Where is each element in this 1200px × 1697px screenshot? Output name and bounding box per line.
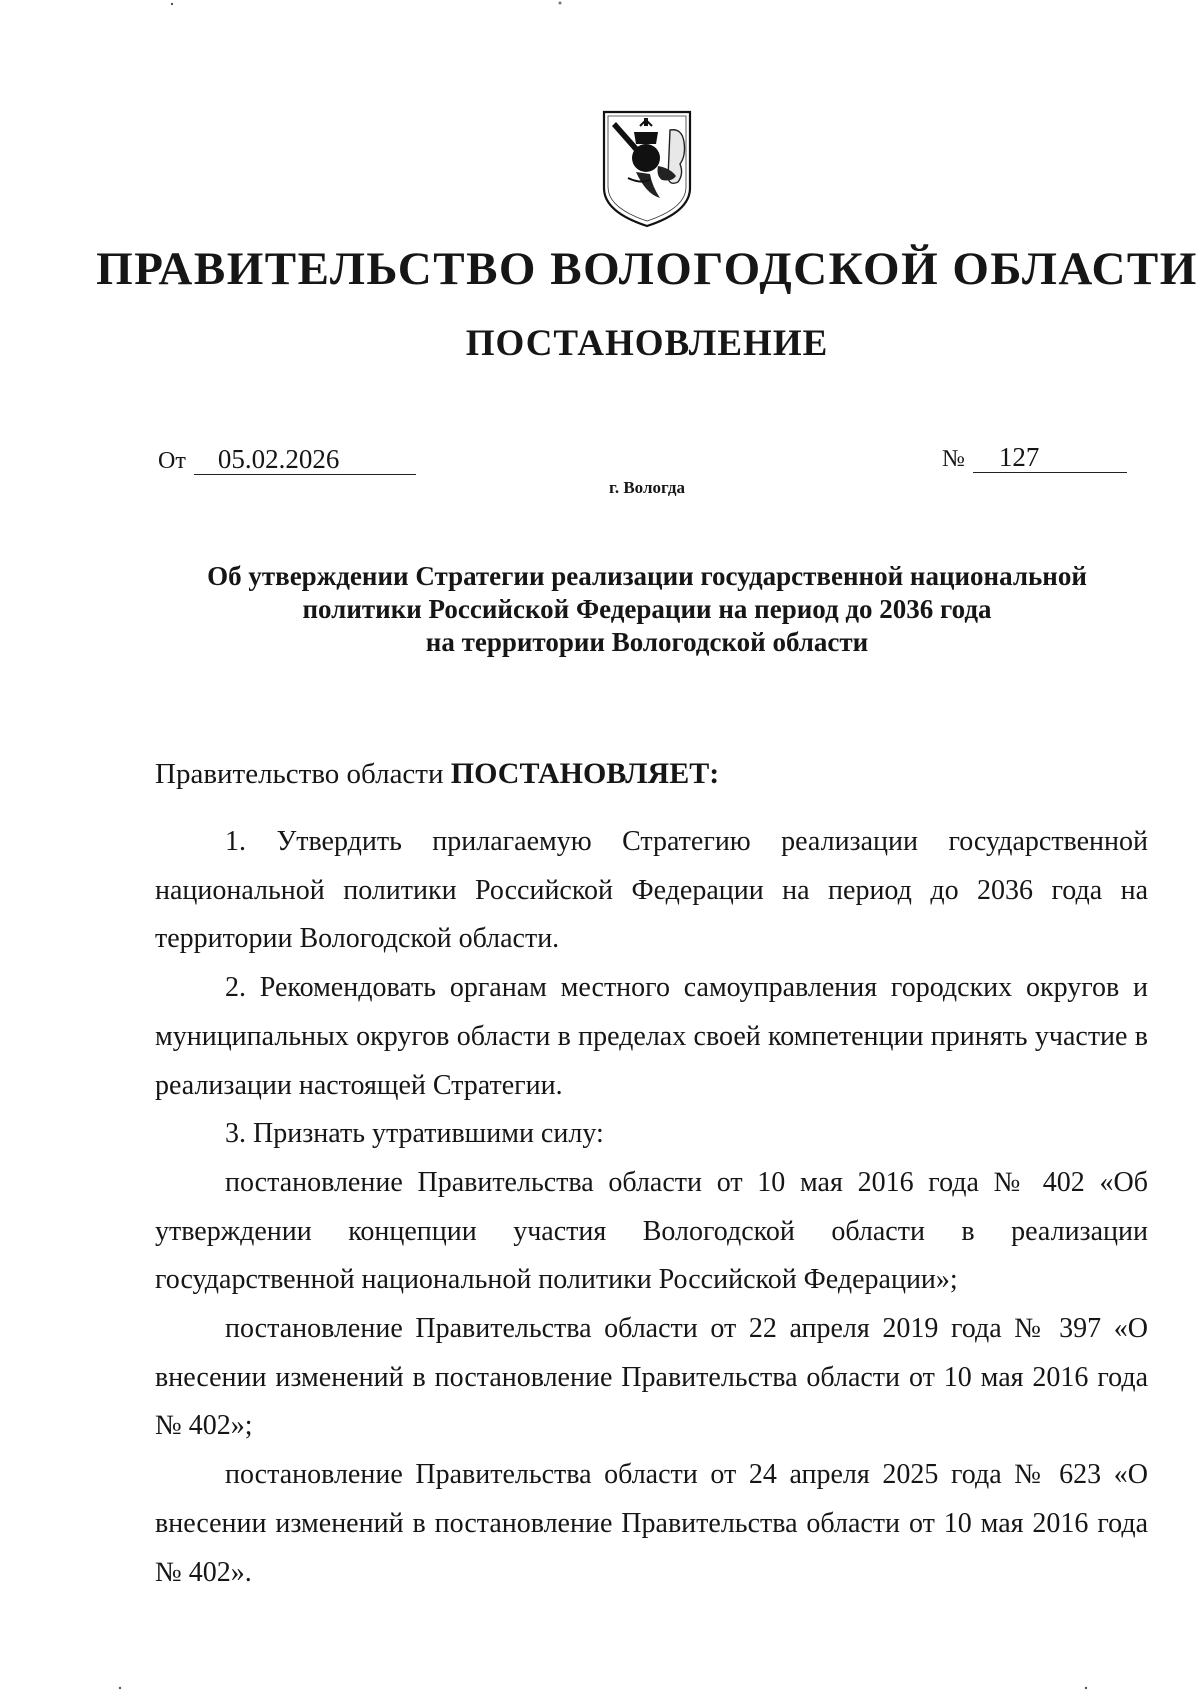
- body-paragraph: 2. Рекомендовать органам местного самоуправления городских округов и муниципальных округов области в пределах своей компетенции принять участие в реализации настоящей Стратегии.: [155, 972, 1148, 1101]
- body-paragraph: постановление Правительства области от 22 апреля 2019 года № 397 «О внесении изменений в постановление Правительства области от 10 мая 2016 года № 402»;: [155, 1313, 1148, 1442]
- preamble-emphasis: ПОСТАНОВЛЯЕТ:: [450, 757, 720, 790]
- body-paragraph: постановление Правительства области от 24 апреля 2025 года № 623 «О внесении изменений в постановление Правительства области от 10 мая 2016 года № 402».: [155, 1459, 1148, 1588]
- subject-line: Об утверждении Стратегии реализации государственной национальной: [207, 561, 1087, 591]
- document-number-row: [942, 442, 1127, 473]
- body-paragraph: 3. Признать утратившими силу:: [225, 1118, 604, 1150]
- document-type-title: ПОСТАНОВЛЕНИЕ: [465, 323, 829, 364]
- subject-line: на территории Вологодской области: [425, 627, 869, 657]
- document-number: 127: [973, 442, 1127, 473]
- document-subject: [150, 560, 1144, 659]
- document-date-row: [158, 444, 416, 475]
- date-prefix: От: [158, 448, 186, 474]
- subject-line: политики Российской Федерации на период до 2036 года: [302, 594, 992, 624]
- vologda-coat-of-arms-icon: [600, 108, 694, 230]
- number-sign: №: [942, 446, 965, 472]
- document-body: [155, 818, 1148, 1597]
- body-paragraph: 1. Утвердить прилагаемую Стратегию реализации государственной национальной политики Российской Федерации на период до 2036 года на территории Вологодской области.: [155, 826, 1148, 955]
- document-city: г. Вологда: [609, 478, 685, 497]
- document-date: 05.02.2026: [194, 444, 416, 475]
- body-paragraph: постановление Правительства области от 10 мая 2016 года № 402 «Об утверждении концепции участия Вологодской области в реализации государственной национальной политики Российской Федерации»;: [155, 1166, 1148, 1296]
- preamble-text: Правительство области: [155, 758, 444, 790]
- organization-title: ПРАВИТЕЛЬСТВО ВОЛОГОДСКОЙ ОБЛАСТИ: [96, 243, 1198, 295]
- preamble: [155, 757, 719, 791]
